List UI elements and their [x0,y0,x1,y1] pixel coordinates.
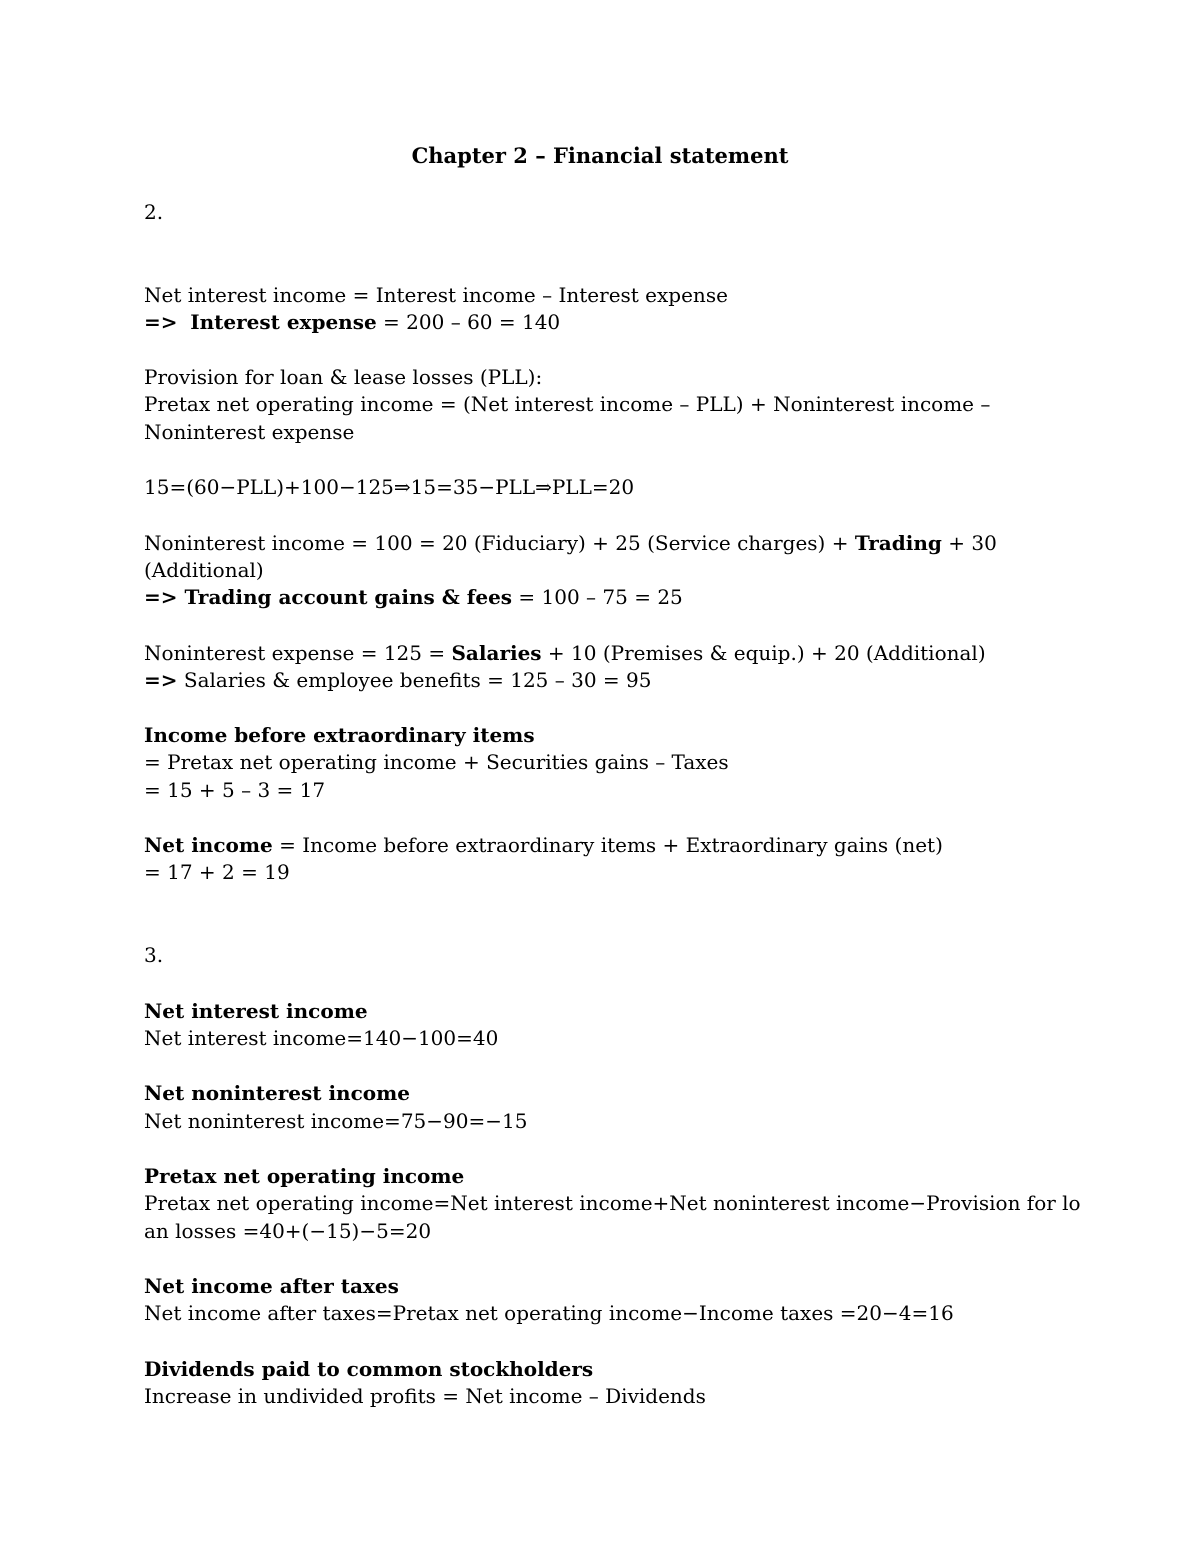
net-noninterest-income-heading [144,1080,410,1107]
net-income-label: Net income [144,833,273,857]
noninterest-income-additional-line: (Additional) [144,558,264,582]
net-interest-income-calc: Net interest income=140−100=40 [144,1026,499,1050]
pretax-net-operating-income-label: Pretax net operating income [144,1164,465,1188]
trading-gains-result [144,584,683,611]
noninterest-expense-formula [144,640,986,667]
salaries-label: Salaries [451,641,542,665]
dividends-label: Dividends paid to common stockholders [144,1357,594,1381]
noninterest-income-additional: + 30 [941,531,997,555]
net-income-after-taxes-label: Net income after taxes [144,1274,399,1298]
trading-gains-calc: = 100 – 75 = 25 [512,585,683,609]
noninterest-income-formula [144,530,997,557]
net-income-formula-text: = Income before extraordinary items + Extraordinary gains (net) [272,833,943,857]
noninterest-income-text: Noninterest income = 100 = 20 (Fiduciary) + 25 (Service charges) + [144,531,855,555]
net-interest-income-formula: Net interest income = Interest income – Interest expense [144,283,728,307]
noninterest-expense-text: Noninterest expense = 125 = [144,641,452,665]
question-3-number: 3. [144,943,164,967]
trading-label: Trading [854,531,942,555]
net-income-after-taxes-heading [144,1273,399,1300]
salaries-calc: Salaries & employee benefits = 125 – 30 = 95 [177,668,652,692]
pretax-net-operating-income-calc-1: Pretax net operating income=Net interest income+Net noninterest income−Provision for lo [144,1191,1081,1215]
income-before-extraordinary-label: Income before extraordinary items [144,723,535,747]
dividends-heading [144,1356,593,1383]
noninterest-expense-rest: + 10 (Premises & equip.) + 20 (Additional) [541,641,986,665]
net-income-after-taxes-calc: Net income after taxes=Pretax net operating income−Income taxes =20−4=16 [144,1301,954,1325]
pll-heading: Provision for loan & lease losses (PLL): [144,365,543,389]
interest-expense-calc: = 200 – 60 = 140 [376,310,561,334]
net-income-calc: = 17 + 2 = 19 [144,860,290,884]
interest-expense-result [144,309,560,336]
pretax-net-operating-income-heading [144,1163,464,1190]
question-2-number: 2. [144,200,164,224]
net-noninterest-income-calc: Net noninterest income=75−90=−15 [144,1109,528,1133]
result-arrow: => [144,310,178,334]
income-before-extraordinary-calc: = 15 + 5 – 3 = 17 [144,778,326,802]
interest-expense-label: Interest expense [190,310,377,334]
trading-gains-label: => Trading account gains & fees [144,585,513,609]
pretax-formula-line-2: Noninterest expense [144,420,355,444]
net-interest-income-label: Net interest income [144,999,368,1023]
income-before-extraordinary-heading [144,722,535,749]
pretax-formula-line-1: Pretax net operating income = (Net interest income – PLL) + Noninterest income – [144,392,991,416]
pretax-net-operating-income-calc-2: an losses =40+(−15)−5=20 [144,1219,432,1243]
net-interest-income-heading [144,998,368,1025]
salaries-arrow: => [144,668,178,692]
page-title: Chapter 2 – Financial statement [411,143,789,168]
income-before-extraordinary-formula: = Pretax net operating income + Securities gains – Taxes [144,750,729,774]
net-noninterest-income-label: Net noninterest income [144,1081,410,1105]
salaries-result [144,667,652,694]
net-income-formula [144,832,943,859]
undivided-profits-formula: Increase in undivided profits = Net income – Dividends [144,1384,706,1408]
pll-equation: 15=(60−PLL)+100−125⇒15=35−PLL⇒PLL=20 [144,475,635,499]
